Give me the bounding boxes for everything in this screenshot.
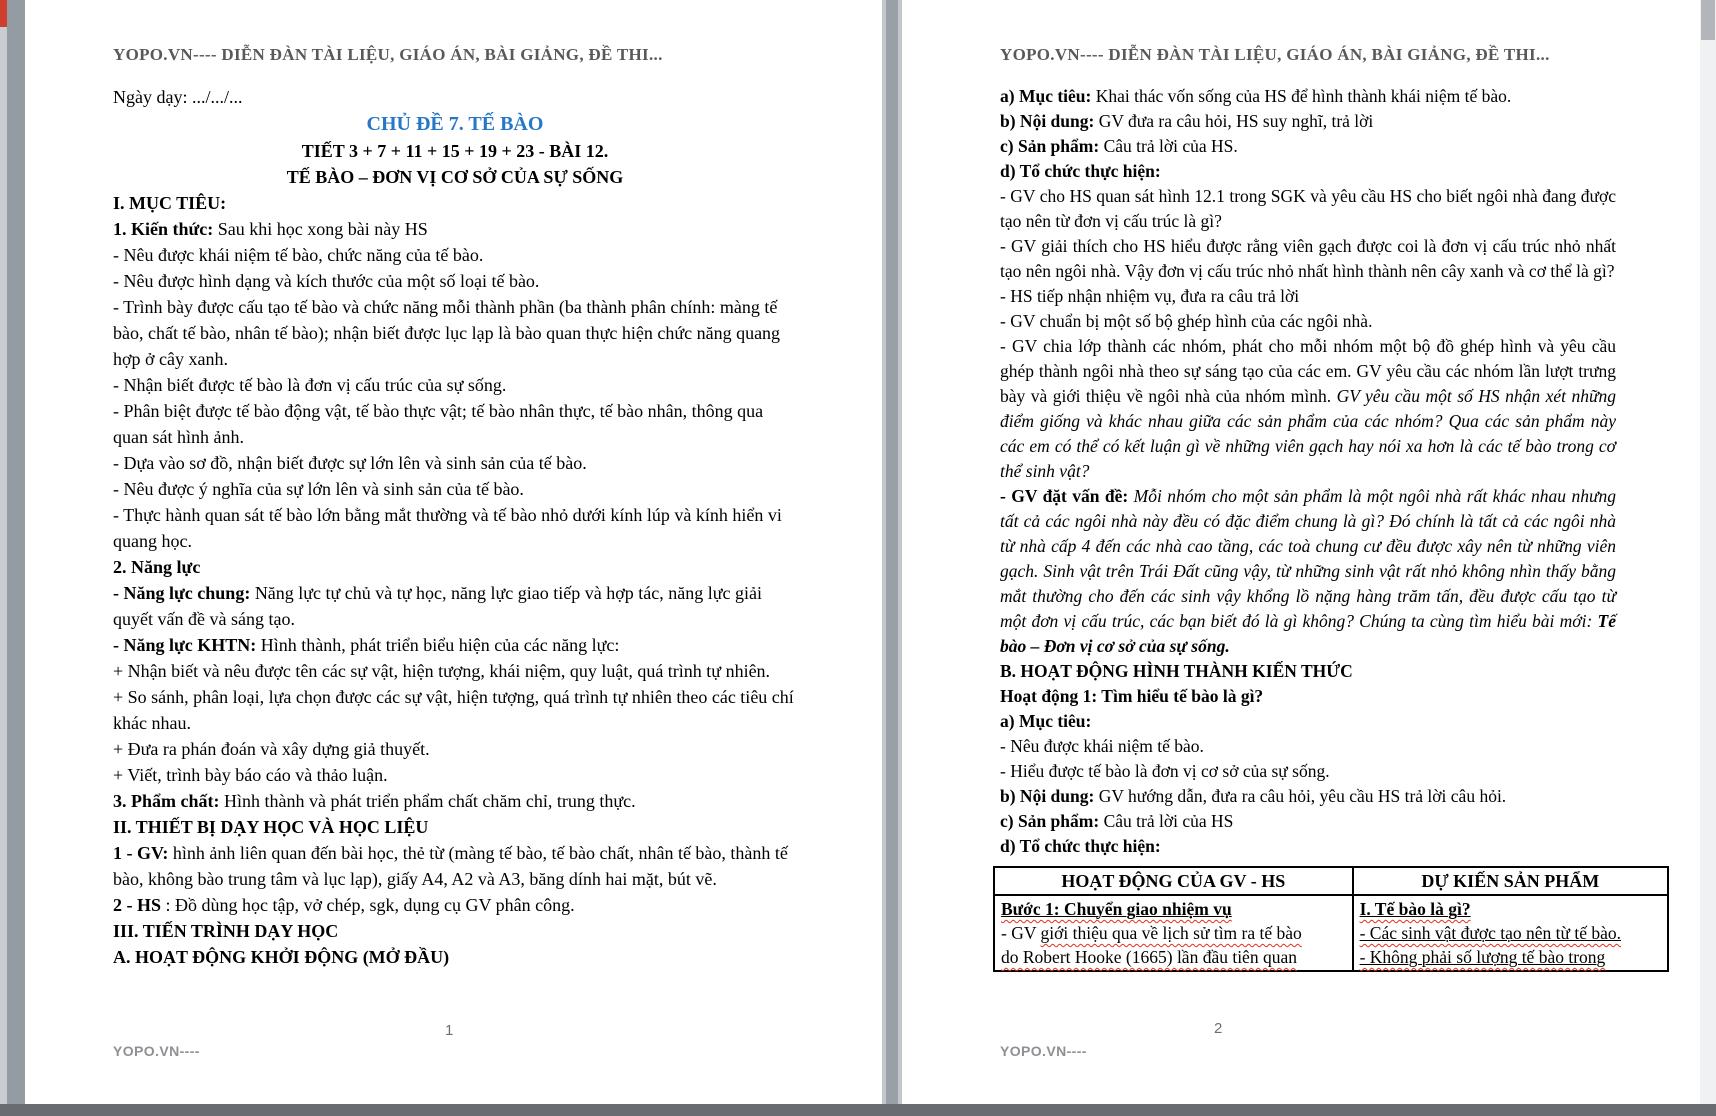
table-cell-line <box>1001 945 1346 969</box>
page1-body <box>113 84 797 970</box>
paragraph <box>113 762 797 788</box>
paragraph <box>113 736 797 762</box>
text-run: - GV đặt vấn đề: <box>1000 486 1134 506</box>
text-run: c) Sản phẩm: <box>1000 136 1100 156</box>
text-run: 2 - HS <box>113 895 162 915</box>
text-run: - Các sinh vật được tạo nên từ tế bào. <box>1359 923 1622 943</box>
table-cell-line <box>1360 945 1661 969</box>
paragraph <box>113 502 797 554</box>
text-run: - Nhận biết được tế bào là đơn vị cấu trúc của sự sống. <box>113 375 507 395</box>
paragraph <box>113 892 797 918</box>
text-run: - Thực hành quan sát tế bào lớn bằng mắt thường và tế bào nhỏ dưới kính lúp và kính hiển vi quang học. <box>113 505 782 551</box>
paragraph <box>1000 109 1616 134</box>
text-run: - HS tiếp nhận nhiệm vụ, đưa ra câu trả lời <box>1000 286 1300 306</box>
text-run: b) Nội dung: <box>1000 786 1095 806</box>
text-run: Câu trả lời của HS <box>1099 811 1234 831</box>
text-run: 1 - GV: <box>113 843 169 863</box>
text-run: I. MỤC TIÊU: <box>113 193 227 213</box>
table-cell-line <box>1001 897 1346 921</box>
text-run: Khai thác vốn sống của HS để hình thành khái niệm tế bào. <box>1091 86 1512 106</box>
paragraph <box>113 372 797 398</box>
paragraph <box>113 684 797 736</box>
page2-number: 2 <box>1214 1020 1223 1037</box>
paragraph <box>1000 834 1616 859</box>
paragraph <box>113 476 797 502</box>
text-run: a) Mục tiêu: <box>1000 711 1092 731</box>
paragraph <box>113 814 797 840</box>
text-run: - GV giải thích cho HS hiểu được rằng viên gạch được coi là đơn vị cấu trúc nhỏ nhất tạo nên ngôi nhà. Vậy đơn vị cấu trúc nhỏ nhất hình thành nên cây xanh và cơ thể là gì? <box>1000 236 1616 281</box>
text-run: B. HOẠT ĐỘNG HÌNH THÀNH KIẾN THỨC <box>1000 661 1353 681</box>
page2-watermark-header: YOPO.VN---- DIỄN ĐÀN TÀI LIỆU, GIÁO ÁN, BÀI GIẢNG, ĐỀ THI... <box>1000 45 1550 64</box>
text-run: Câu trả lời của HS. <box>1099 136 1238 156</box>
page2-body <box>1000 84 1622 972</box>
text-run: GV đưa ra câu hỏi, HS suy nghĩ, trả lời <box>1094 111 1374 131</box>
text-run: - Phân biệt được tế bào động vật, tế bào thực vật; tế bào nhân thực, tế bào nhân, thông qua quan sát hình ảnh. <box>113 401 764 447</box>
text-run: Tế bào – Đơn vị cơ sở của sự sống. <box>1000 611 1616 656</box>
paragraph <box>113 788 797 814</box>
page1-footer-site: YOPO.VN---- <box>113 1043 200 1059</box>
text-run: A. HOẠT ĐỘNG KHỞI ĐỘNG (MỞ ĐẦU) <box>113 947 450 967</box>
paragraph <box>1000 659 1616 684</box>
text-run: TẾ BÀO – ĐƠN VỊ CƠ SỞ CỦA SỰ SỐNG <box>286 167 624 187</box>
paragraph <box>1000 709 1616 734</box>
text-run: + Nhận biết và nêu được tên các sự vật, hiện tượng, khái niệm, quy luật, quá trình tự nhiên. <box>113 661 771 681</box>
table-cell <box>1353 895 1668 971</box>
page-separator <box>882 0 902 1104</box>
paragraph <box>113 840 797 892</box>
text-run: Hoạt động 1: Tìm hiểu tế bào là gì? <box>1000 686 1264 706</box>
text-run: b) Nội dung: <box>1000 111 1095 131</box>
paragraph <box>1000 734 1616 759</box>
text-run: Sau khi học xong bài này HS <box>213 219 428 239</box>
text-run: - Nêu được khái niệm tế bào, chức năng của tế bào. <box>113 245 484 265</box>
paragraph <box>113 216 797 242</box>
text-run: GV hướng dẫn, đưa ra câu hỏi, yêu cầu HS trả lời câu hỏi. <box>1094 786 1507 806</box>
text-run: hình ảnh liên quan đến bài học, thẻ từ (màng tế bào, tế bào chất, nhân tế bào, thành tế bào, không bào trung tâm và lục lạp), giấy A4, A2 và A3, băng dính hai mặt, bút vẽ. <box>113 843 788 889</box>
text-run: - Nêu được ý nghĩa của sự lớn lên và sinh sản của tế bào. <box>113 479 524 499</box>
text-run: - Dựa vào sơ đồ, nhận biết được sự lớn lên và sinh sản của tế bào. <box>113 453 587 473</box>
text-run: a) Mục tiêu: <box>1000 86 1092 106</box>
text-run: 1. Kiến thức: <box>113 219 214 239</box>
text-run: d) Tổ chức thực hiện: <box>1000 836 1161 856</box>
paragraph <box>113 554 797 580</box>
text-run: 2. Năng lực <box>113 557 201 577</box>
text-run: III. TIẾN TRÌNH DẠY HỌC <box>113 921 339 941</box>
text-run: CHỦ ĐỀ 7. TẾ BÀO <box>366 113 544 135</box>
text-run: - Nêu được khái niệm tế bào. <box>1000 736 1204 756</box>
text-run: - GV chia lớp thành các nhóm, phát cho mỗi nhóm một bộ đồ ghép hình và yêu cầu ghép thành ngôi nhà theo sự sáng tạo của các em. GV yêu cầu các nhóm lần lượt trưng bày và giới thiệu về ngôi nhà của nhóm mình. <box>1000 336 1616 406</box>
paragraph <box>113 294 797 372</box>
paragraph <box>1000 809 1616 834</box>
paragraph <box>113 918 797 944</box>
text-run: - GV chuẩn bị một số bộ ghép hình của các ngôi nhà. <box>1000 311 1373 331</box>
text-run: c) Sản phẩm: <box>1000 811 1100 831</box>
paragraph <box>113 138 797 164</box>
table-cell-line <box>1360 921 1661 945</box>
paragraph <box>113 658 797 684</box>
text-run: - GV cho HS quan sát hình 12.1 trong SGK và yêu cầu HS cho biết ngôi nhà đang được tạo nên từ đơn vị cấu trúc là gì? <box>1000 186 1616 231</box>
red-corner-marker <box>0 0 7 27</box>
paragraph <box>1000 784 1616 809</box>
text-run: d) Tổ chức thực hiện: <box>1000 161 1161 181</box>
paragraph <box>1000 84 1616 109</box>
text-run: 3. Phẩm chất: <box>113 791 220 811</box>
text-run: - Năng lực chung: <box>113 583 251 603</box>
paragraph <box>1000 309 1616 334</box>
table-header-cell: HOẠT ĐỘNG CỦA GV - HS <box>994 867 1353 895</box>
window-bottom-edge <box>0 1104 1716 1116</box>
text-run: giới thiệu qua về lịch sử tìm ra tế bào <box>1040 923 1302 943</box>
paragraph <box>1000 484 1616 659</box>
text-run: : Đồ dùng học tập, vở chép, sgk, dụng cụ GV phân công. <box>161 895 575 915</box>
table-header-cell: DỰ KIẾN SẢN PHẨM <box>1353 867 1668 895</box>
paragraph <box>1000 134 1616 159</box>
text-run: - Năng lực KHTN: <box>113 635 257 655</box>
scrollbar-thumb[interactable] <box>1701 0 1715 40</box>
page-1 <box>25 0 882 1104</box>
text-run: Hình thành, phát triển biểu hiện của các năng lực: <box>256 635 620 655</box>
text-run: + Đưa ra phán đoán và xây dựng giả thuyết. <box>113 739 430 759</box>
text-run: TIẾT 3 + 7 + 11 + 15 + 19 + 23 - BÀI 12. <box>301 141 609 161</box>
table-cell <box>994 895 1353 971</box>
page2-footer-site: YOPO.VN---- <box>1000 1043 1087 1059</box>
vertical-scrollbar[interactable] <box>1700 0 1716 1104</box>
text-run: Hình thành và phát triển phẩm chất chăm chỉ, trung thực. <box>219 791 636 811</box>
paragraph <box>113 580 797 632</box>
page1-number: 1 <box>445 1022 454 1039</box>
text-run: GV yêu cầu một số HS nhận xét những điểm giống và khác nhau giữa các sản phẩm của các nhóm? Qua các sản phẩm này các em có thể có kết luận gì về những viên gạch hay nói xa hơn là các tế bào trong cơ thể sinh vật? <box>1000 386 1616 481</box>
text-run: do Robert Hooke (1665) lần đầu tiên quan <box>1001 947 1297 967</box>
paragraph <box>1000 284 1616 309</box>
table-cell-line <box>1360 897 1661 921</box>
paragraph <box>113 164 797 190</box>
paragraph <box>113 944 797 970</box>
text-run: I. Tế bào là gì? <box>1359 899 1471 919</box>
paragraph <box>113 242 797 268</box>
paragraph <box>113 450 797 476</box>
paragraph <box>113 190 797 216</box>
page1-watermark-header: YOPO.VN---- DIỄN ĐÀN TÀI LIỆU, GIÁO ÁN, BÀI GIẢNG, ĐỀ THI... <box>113 45 663 64</box>
text-run: - Hiểu được tế bào là đơn vị cơ sở của sự sống. <box>1000 761 1330 781</box>
text-run: - Không phải số lượng tế bào trong <box>1359 947 1606 967</box>
paragraph <box>1000 234 1616 284</box>
text-run: II. THIẾT BỊ DẠY HỌC VÀ HỌC LIỆU <box>113 817 429 837</box>
paragraph <box>113 398 797 450</box>
text-run: Năng lực tự chủ và tự học, năng lực giao tiếp và hợp tác, năng lực giải quyết vấn đề và sáng tạo. <box>113 583 762 629</box>
text-run: - GV <box>1001 923 1041 943</box>
paragraph <box>113 84 797 110</box>
text-run: Ngày dạy: .../.../... <box>113 87 243 107</box>
paragraph <box>1000 184 1616 234</box>
paragraph <box>1000 334 1616 484</box>
page-2 <box>902 0 1700 1104</box>
paragraph <box>113 110 797 138</box>
text-run: + So sánh, phân loại, lựa chọn được các sự vật, hiện tượng, quá trình tự nhiên theo các tiêu chí khác nhau. <box>113 687 794 733</box>
paragraph <box>1000 759 1616 784</box>
paragraph <box>1000 159 1616 184</box>
text-run: Bước 1: Chuyển giao nhiệm vụ <box>1001 899 1232 919</box>
table-cell-line <box>1001 921 1346 945</box>
paragraph <box>113 632 797 658</box>
text-run: - Nêu được hình dạng và kích thước của một số loại tế bào. <box>113 271 540 291</box>
paragraph <box>113 268 797 294</box>
paragraph <box>1000 684 1616 709</box>
left-edge-strip <box>0 0 25 1104</box>
gv-hs-activity-table <box>993 866 1669 972</box>
text-run: - Trình bày được cấu tạo tế bào và chức năng mỗi thành phần (ba thành phân chính: màng tế bào, chất tế bào, nhân tế bào); nhận biết được lục lạp là bào quan thực hiện chức năng quang hợp ở cây xanh. <box>113 297 781 369</box>
text-run: + Viết, trình bày báo cáo và thảo luận. <box>113 765 388 785</box>
text-run: Mỗi nhóm cho một sản phẩm là một ngôi nhà rất khác nhau nhưng tất cả các ngôi nhà này đều có đặc điểm chung là gì? Đó chính là tất cả các ngôi nhà từ nhà cấp 4 đến các nhà cao tầng, các toà chung cư đều được xây nên từ những viên gạch. Sinh vật trên Trái Đất cũng vậy, từ những sinh vật rất nhỏ không nhìn thấy bằng mắt thường cho đến các sinh vậy khổng lồ nặng hàng trăm tấn, đều được cấu tạo từ một đơn vị cấu trúc, các bạn biết đó là gì không? Chúng ta cùng tìm hiểu bài mới: <box>1000 486 1616 631</box>
